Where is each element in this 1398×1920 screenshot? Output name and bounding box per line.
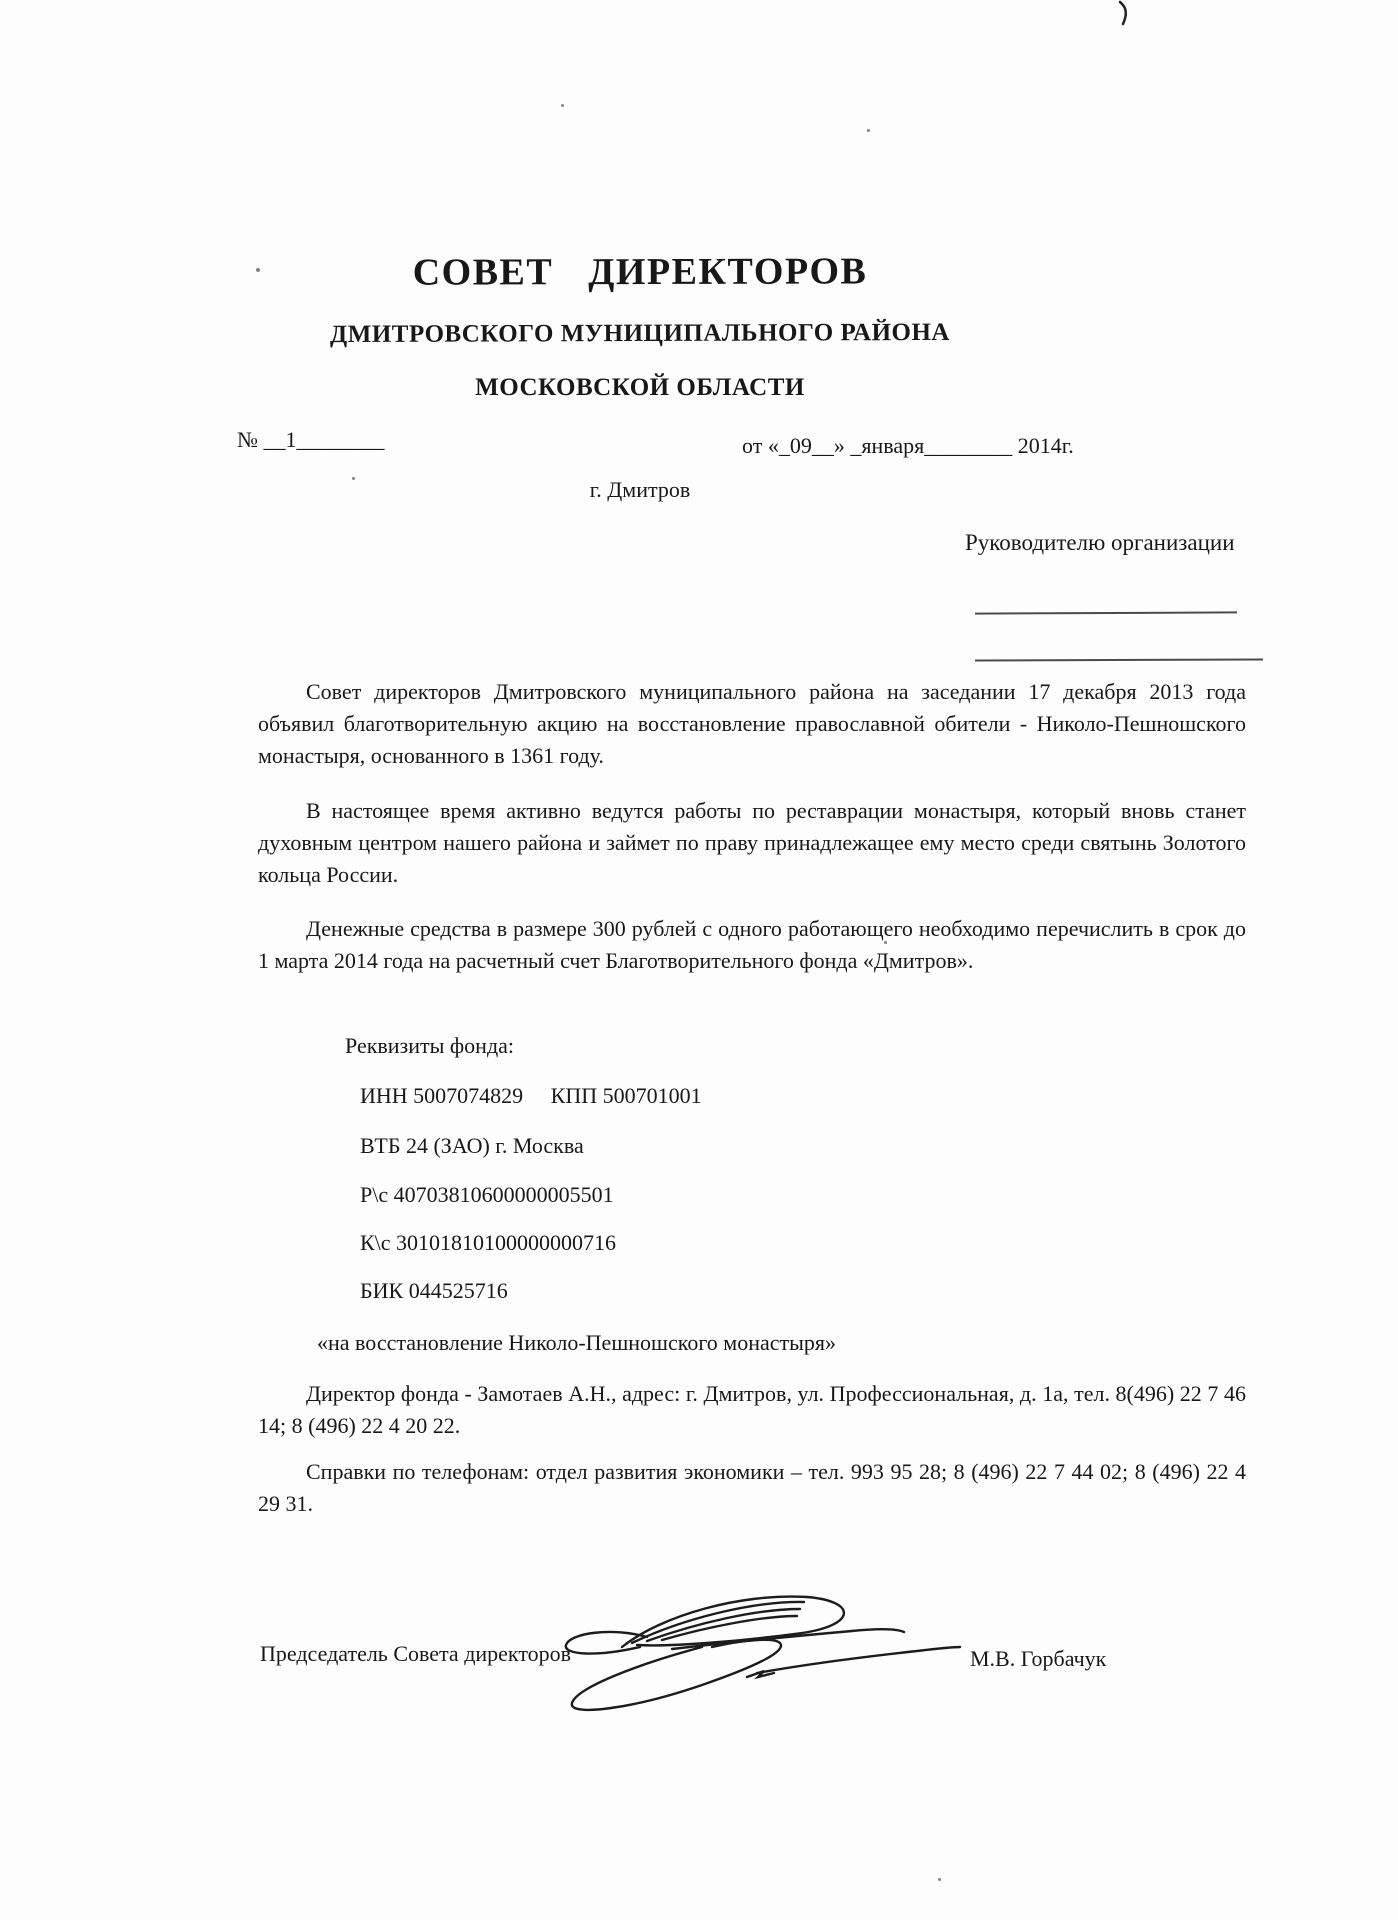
body-paragraph: Совет директоров Дмитровского муниципального района на заседании 17 декабря 2013 года объявил благотворительную акцию на восстановление православной обители - Николо-Пешношского монастыря, основанного в 1361 году. [258, 679, 1246, 768]
scan-speck [867, 129, 870, 132]
scan-artifact-corner-mark [1108, 0, 1138, 30]
requisite-bik: БИК 044525716 [360, 1278, 508, 1303]
requisite-corr-account: К\с 30101810100000000716 [360, 1230, 617, 1255]
addressee-label: Руководителю организации [965, 530, 1235, 555]
document-number: № __1________ [237, 427, 385, 452]
requisite-bank: ВТБ 24 (ЗАО) г. Москва [360, 1133, 584, 1158]
phones-info-paragraph: Справки по телефонам: отдел развития экономики – тел. 993 95 28; 8 (496) 22 7 44 02; 8 (496) 22 4 29 31. [258, 1459, 1246, 1516]
requisite-settlement-account: Р\с 40703810600000005501 [360, 1182, 614, 1207]
document-date: от «_09__» _января________ 2014г. [742, 433, 1074, 458]
body-paragraph: В настоящее время активно ведутся работы по реставрации монастыря, который вновь станет духовным центром нашего района и займет по праву принадлежащее ему место среди святынь Золотого кольца России. [258, 798, 1246, 887]
requisites-label: Реквизиты фонда: [345, 1033, 515, 1058]
document-title: СОВЕТ ДИРЕКТОРОВ [412, 250, 868, 294]
requisite-payment-purpose: «на восстановление Николо-Пешношского монастыря» [317, 1330, 837, 1355]
scan-speck [938, 1878, 941, 1881]
body-paragraph: Денежные средства в размере 300 рублей с одного работающего необходимо перечислить в срок до 1 марта 2014 года на расчетный счет Благотворительного фонда «Дмитров». [258, 916, 1246, 973]
requisite-inn-kpp: ИНН 5007074829 КПП 500701001 [360, 1083, 702, 1108]
scan-speck [256, 268, 260, 272]
signer-name: М.В. Горбачук [970, 1646, 1107, 1671]
scan-speck [884, 941, 887, 944]
scan-speck [561, 104, 564, 107]
document-city: г. Дмитров [589, 477, 691, 502]
document-subtitle-region: МОСКОВСКОЙ ОБЛАСТИ [475, 374, 805, 401]
fill-in-line [975, 611, 1237, 614]
director-info-paragraph: Директор фонда - Замотаев А.Н., адрес: г. Дмитров, ул. Профессиональная, д. 1а, тел. 8(496) 22 7 46 14; 8 (496) 22 4 20 22. [258, 1381, 1246, 1438]
scan-speck [352, 477, 355, 480]
document-subtitle-district: ДМИТРОВСКОГО МУНИЦИПАЛЬНОГО РАЙОНА [329, 318, 950, 349]
fill-in-line [975, 658, 1263, 661]
signer-position-label: Председатель Совета директоров [260, 1641, 572, 1666]
handwritten-signature [552, 1585, 982, 1725]
